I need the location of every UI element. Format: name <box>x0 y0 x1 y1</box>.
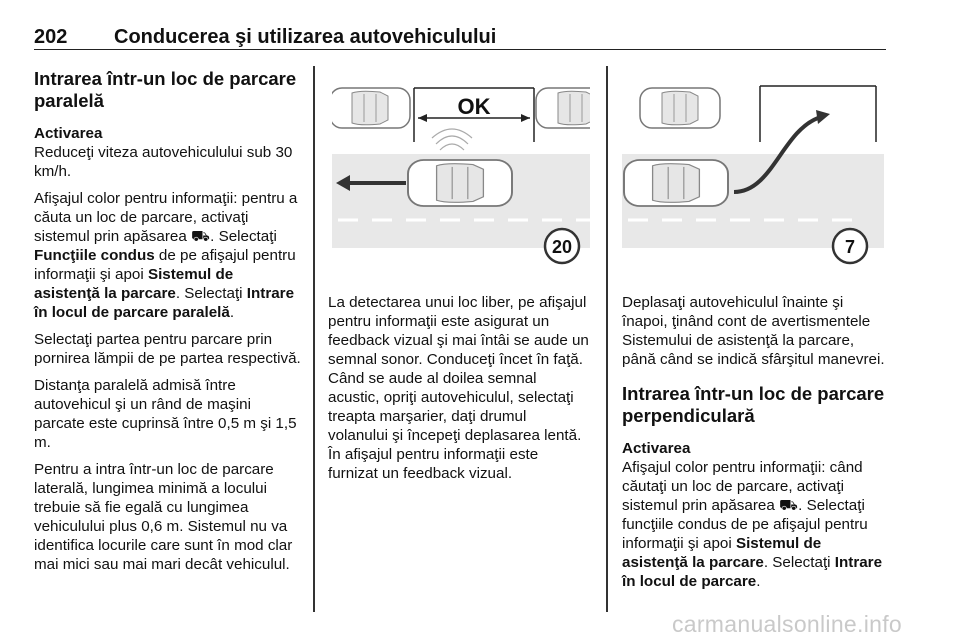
paragraph-maneuver: Deplasaţi autovehiculul înainte şi înapoi, ţinând cont de avertismentele Sistemului de asistenţă la parcare, până când se indică sfârşitul manevrei. <box>622 294 885 368</box>
parking-button-icon-2: ⛟ <box>779 497 799 514</box>
watermark: carmanualsonline.info <box>671 611 902 637</box>
subheading-activation-2: Activarea <box>622 440 691 457</box>
paragraph-display: Afişajul color pentru informaţii: pentru a căuta un loc de parcare, activaţi sistemul prin apăsarea ⛟. Selectaţi Funcţiile condus de pe afişajul pentru informaţii şi apoi Sistemul de asistenţă la parcare. Selectaţi Intrare în locul de parcare paralelă. <box>34 190 298 321</box>
figure-parallel-parking <box>332 80 590 270</box>
column-divider-right <box>606 66 608 612</box>
paragraph-side: Selectaţi partea pentru parcare prin pornirea lămpii de pe partea respectivă. <box>34 331 301 367</box>
paragraph-length: Pentru a intra într-un loc de parcare laterală, lungimea minimă a locului trebuie să fie egală cu lungimea vehiculului plus 0,6 m. Sistemul nu va identifica locurile care sunt în mod clar mai mici sau mai mari decât vehiculul. <box>34 461 293 573</box>
paragraph-distance: Distanţa paralelă admisă între autovehicul şi un rând de maşini parcate este cuprinsă între 0,5 m şi 1,5 m. <box>34 377 297 451</box>
paragraph-speed: Reduceţi viteza autovehiculului sub 30 km/h. <box>34 144 293 180</box>
section-heading-parallel: Intrarea într-un loc de parcare paralelă <box>34 68 297 111</box>
figure-20-illustration <box>332 80 590 270</box>
column-divider-left <box>313 66 315 612</box>
column-1 <box>34 68 302 582</box>
figure-7-illustration <box>622 80 884 270</box>
paragraph-display-2: Afişajul color pentru informaţii: când căutaţi un loc de parcare, activaţi sistemul prin apăsarea ⛟. Selectaţi funcţiile condus de pe afişajul pentru informaţii şi apoi Sistemul de asistenţă la parcare. Selectaţi Intrare în locul de parcare. <box>622 459 883 590</box>
column-2 <box>328 293 590 491</box>
page-header <box>34 24 886 50</box>
figure-number-7: 7 <box>844 237 856 257</box>
parking-button-icon: ⛟ <box>191 228 211 245</box>
paragraph-feedback: La detectarea unui loc liber, pe afişajul pentru informaţii este asigurat un feedback vizual şi mai întâi se aude un semnal sonor. Conduceţi încet în faţă. Când se aude al doilea semnal acustic, opriţi autovehiculul, selectaţi treapta marşarier, daţi drumul volanului şi începeţi deplasarea lentă. În afişajul pentru informaţii este furnizat un feedback vizual. <box>328 294 589 482</box>
chapter-title: Conducerea şi utilizarea autovehiculului <box>114 26 497 48</box>
section-heading-perpendicular: Intrarea într-un loc de parcare perpendiculară <box>622 383 885 426</box>
column-3 <box>622 293 888 599</box>
subheading-activation: Activarea <box>34 125 103 142</box>
figure-perpendicular-parking <box>622 80 884 270</box>
figure-number-20: 20 <box>551 237 573 257</box>
page-number: 202 <box>34 26 68 48</box>
ok-label: OK <box>457 94 491 119</box>
